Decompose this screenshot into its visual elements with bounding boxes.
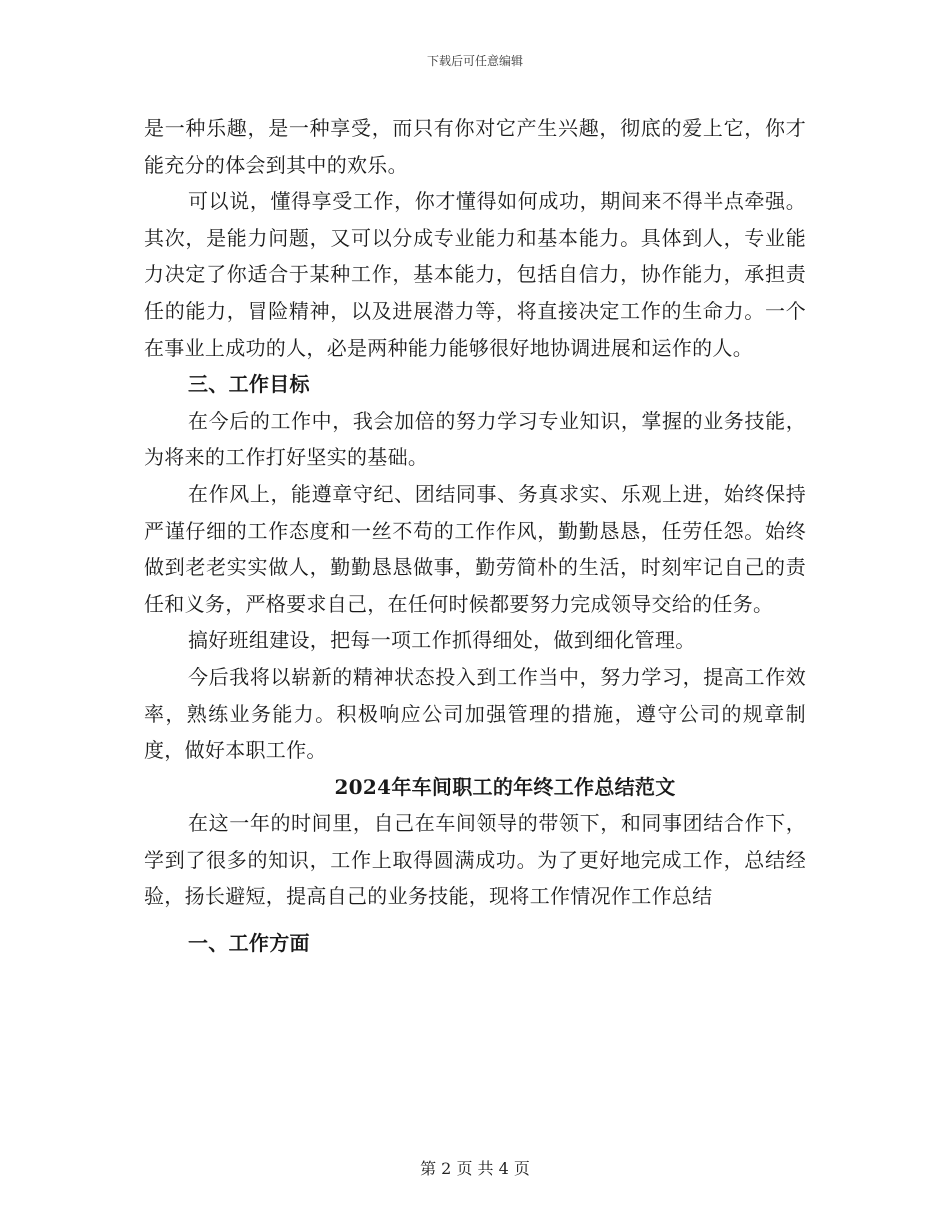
section-heading-goals: 三、工作目标 <box>188 372 310 397</box>
paragraph-team: 搞好班组建设，把每一项工作抓得细处，做到细化管理。 <box>188 628 696 653</box>
paragraph-style: 在作风上，能遵章守纪、团结同事、务真求实、乐观上进，始终保持严谨仔细的工作态度和一丝不苟的工作作风，勤勤恳恳，任劳任怨。始终做到老老实实做人，勤勤恳恳做事，勤劳简朴的生活，时刻牢记自己的责任和义务，严格要求自己，在任何时候都要努力完成领导交给的任务。 <box>144 481 806 616</box>
paragraph-future: 今后我将以崭新的精神状态投入到工作当中，努力学习，提高工作效率，熟练业务能力。积极响应公司加强管理的措施，遵守公司的规章制度，做好本职工作。 <box>144 664 806 763</box>
paragraph-study: 在今后的工作中，我会加倍的努力学习专业知识，掌握的业务技能，为将来的工作打好坚实的基础。 <box>144 408 806 470</box>
page-header: 下载后可任意编辑 <box>426 54 523 68</box>
page-number: 第 2 页 共 4 页 <box>420 1159 530 1178</box>
document-title: 2024年车间职工的年终工作总结范文 <box>334 774 676 799</box>
section-heading-work: 一、工作方面 <box>188 931 310 956</box>
paragraph-intro: 在这一年的时间里，自己在车间领导的带领下，和同事团结合作下，学到了很多的知识，工作上取得圆满成功。为了更好地完成工作，总结经验，扬长避短，提高自己的业务技能，现将工作情况作工作总结 <box>144 811 806 909</box>
paragraph-ability: 可以说，懂得享受工作，你才懂得如何成功，期间来不得半点牵强。其次，是能力问题，又可以分成专业能力和基本能力。具体到人，专业能力决定了你适合于某种工作，基本能力，包括自信力，协作能力，承担责任的能力，冒险精神，以及进展潜力等，将直接决定工作的生命力。一个在事业上成功的人，必是两种能力能够很好地协调进展和运作的人。 <box>144 189 806 360</box>
document-body <box>144 110 806 962</box>
paragraph-continuation: 是一种乐趣，是一种享受，而只有你对它产生兴趣，彻底的爱上它，你才能充分的体会到其中的欢乐。 <box>144 116 806 177</box>
